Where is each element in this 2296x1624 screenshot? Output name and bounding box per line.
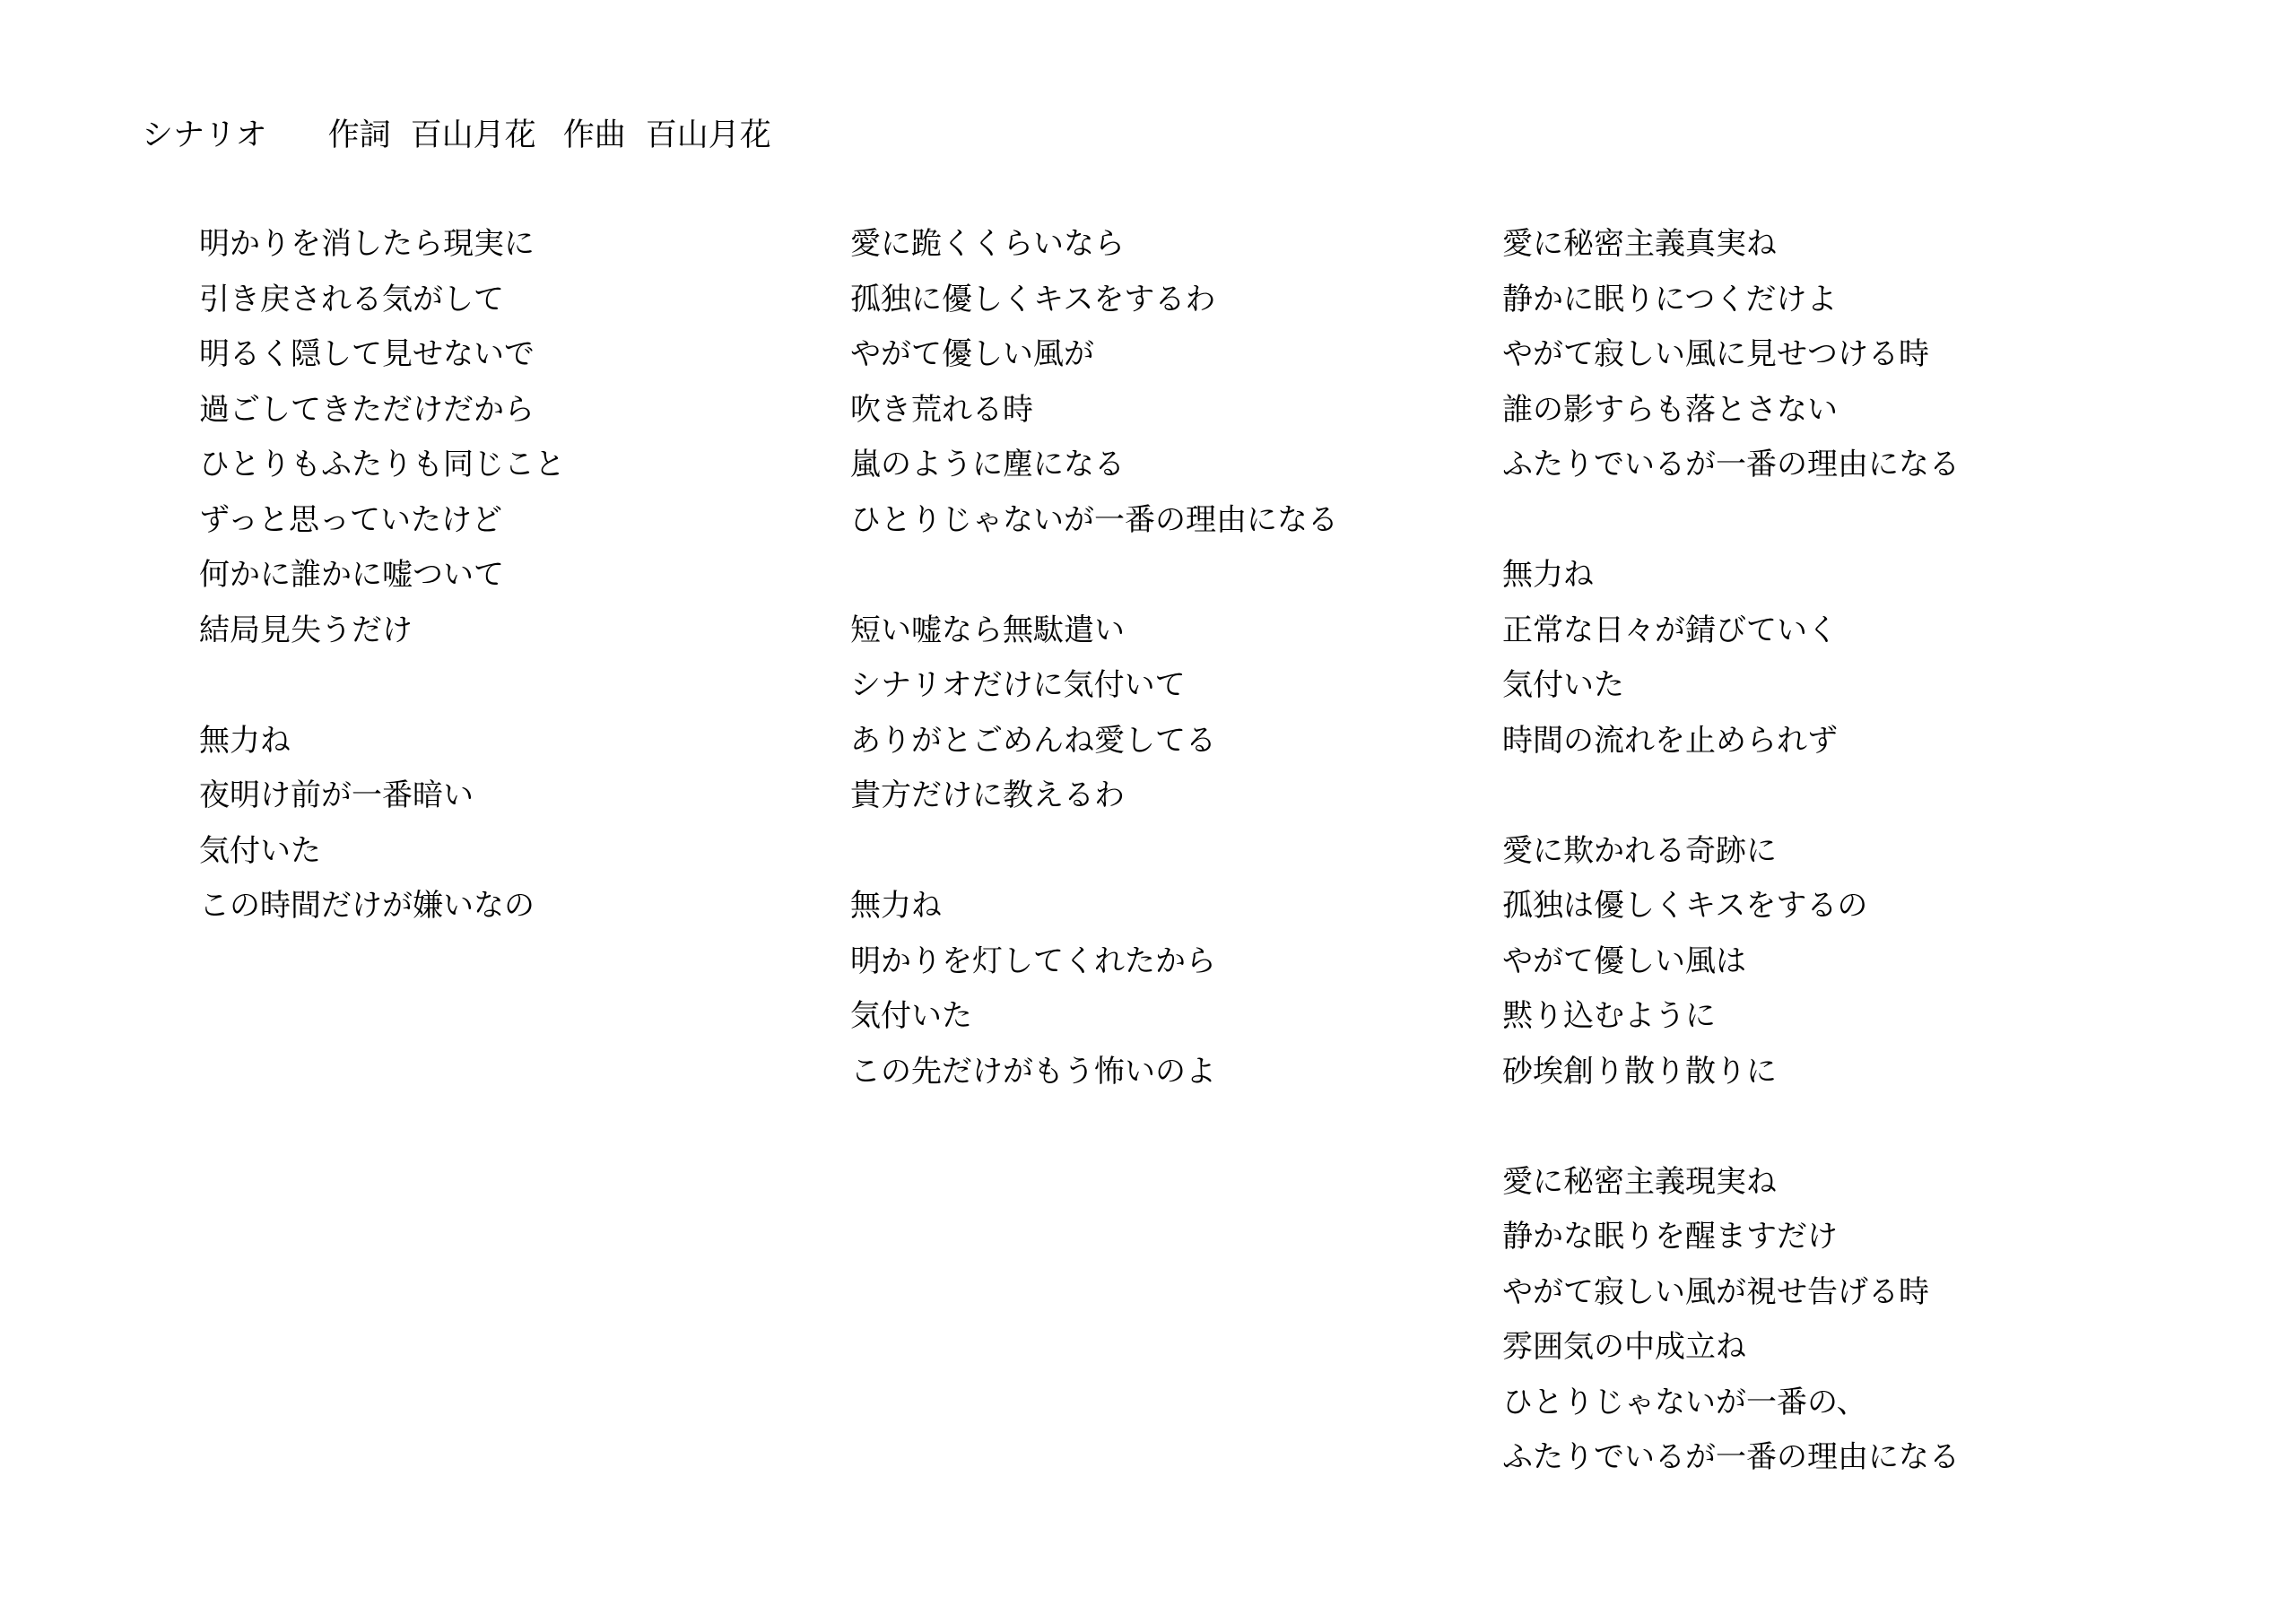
lyric-line: 明かりを消したら現実に: [199, 226, 535, 262]
lyric-line: やがて優しい風が: [850, 336, 1094, 372]
stanza: [1502, 217, 1960, 493]
stanza: [850, 604, 1338, 824]
stanza: [850, 217, 1338, 548]
lyric-line: 気付いた: [199, 832, 321, 869]
document-header: [142, 106, 798, 160]
lyric-line: やがて優しい風は: [1502, 942, 1746, 979]
lyric-line: 気付いた: [1502, 667, 1624, 703]
stanza: [1502, 824, 1960, 1100]
stanza: [199, 217, 565, 658]
lyric-line: 愛に秘密主義真実ね: [1502, 226, 1777, 262]
lyric-line: 貴方だけに教えるわ: [850, 777, 1125, 813]
composer-name: 百山月花: [645, 117, 771, 153]
lyricist-name: 百山月花: [410, 117, 536, 153]
lyric-line: この先だけがもう怖いのよ: [850, 1053, 1216, 1090]
stanza: [199, 714, 565, 934]
lyric-line: ふたりでいるが一番の理由になる: [1502, 1439, 1960, 1475]
lyric-line: 砂埃創り散り散りに: [1502, 1053, 1777, 1090]
lyric-line: やがて寂しい風に見せつける時: [1502, 336, 1929, 372]
lyric-line: 愛に欺かれる奇跡に: [1502, 832, 1777, 869]
lyric-line: シナリオだけに気付いて: [850, 667, 1186, 703]
composition-label: 作曲: [562, 117, 626, 153]
lyric-line: 時間の流れを止められず: [1502, 722, 1838, 759]
stanza: [1502, 1155, 1960, 1486]
lyric-line: 嵐のように塵になる: [850, 447, 1125, 482]
lyric-line: 雰囲気の中成立ね: [1502, 1329, 1746, 1365]
lyric-line: 誰の影すらも落とさない: [1502, 391, 1838, 428]
lyric-line: 夜明け前が一番暗い: [199, 777, 474, 813]
lyric-line: 正常な日々が錆びていく: [1502, 612, 1838, 648]
song-title: シナリオ: [142, 117, 267, 153]
lyric-line: 黙り込むように: [1502, 998, 1716, 1034]
lyric-line: この時間だけが嫌いなの: [199, 888, 535, 924]
lyric-line: ひとりじゃないが一番の、: [1502, 1384, 1867, 1420]
lyrics-column-1: [199, 217, 565, 989]
lyric-line: ふたりでいるが一番の理由になる: [1502, 447, 1960, 482]
lyric-line: 過ごしてきただけだから: [199, 391, 535, 428]
lyrics-column-2: [850, 217, 1338, 1155]
lyrics-column-3: [1502, 217, 1960, 1541]
stanza: [850, 879, 1338, 1099]
lyric-line: 愛に跪くくらいなら: [850, 226, 1125, 262]
lyric-line: 気付いた: [850, 998, 972, 1034]
stanza: [1502, 548, 1960, 769]
lyrics-label: 作詞: [327, 117, 391, 153]
lyric-line: ひとりもふたりも同じこと: [199, 447, 565, 482]
lyric-line: 愛に秘密主義現実ね: [1502, 1163, 1777, 1200]
lyric-line: ずっと思っていたけど: [199, 501, 502, 538]
lyric-line: ひとりじゃないが一番の理由になる: [850, 501, 1338, 538]
lyric-line: 無力ね: [850, 888, 942, 924]
lyric-line: 何かに誰かに嘘ついて: [199, 557, 504, 593]
lyric-line: 無力ね: [199, 722, 291, 759]
lyric-line: ありがとごめんね愛してる: [850, 722, 1216, 759]
lyric-line: 吹き荒れる時: [850, 391, 1033, 428]
lyric-line: 静かに眠りにつくだけよ: [1502, 281, 1838, 317]
lyric-line: 孤独に優しくキスをするわ: [850, 281, 1216, 317]
lyric-line: 引き戻される気がして: [199, 281, 504, 317]
lyric-line: 静かな眠りを醒ますだけ: [1502, 1219, 1838, 1255]
lyric-line: 無力ね: [1502, 557, 1594, 593]
lyric-line: 短い嘘なら無駄遣い: [850, 612, 1125, 648]
lyric-line: 明るく隠して見せないで: [199, 336, 535, 372]
lyric-line: 結局見失うだけ: [199, 612, 413, 648]
lyric-line: 孤独は優しくキスをするの: [1502, 888, 1868, 924]
lyric-line: 明かりを灯してくれたから: [850, 942, 1216, 979]
lyric-line: やがて寂しい風が視せ告げる時: [1502, 1273, 1929, 1310]
